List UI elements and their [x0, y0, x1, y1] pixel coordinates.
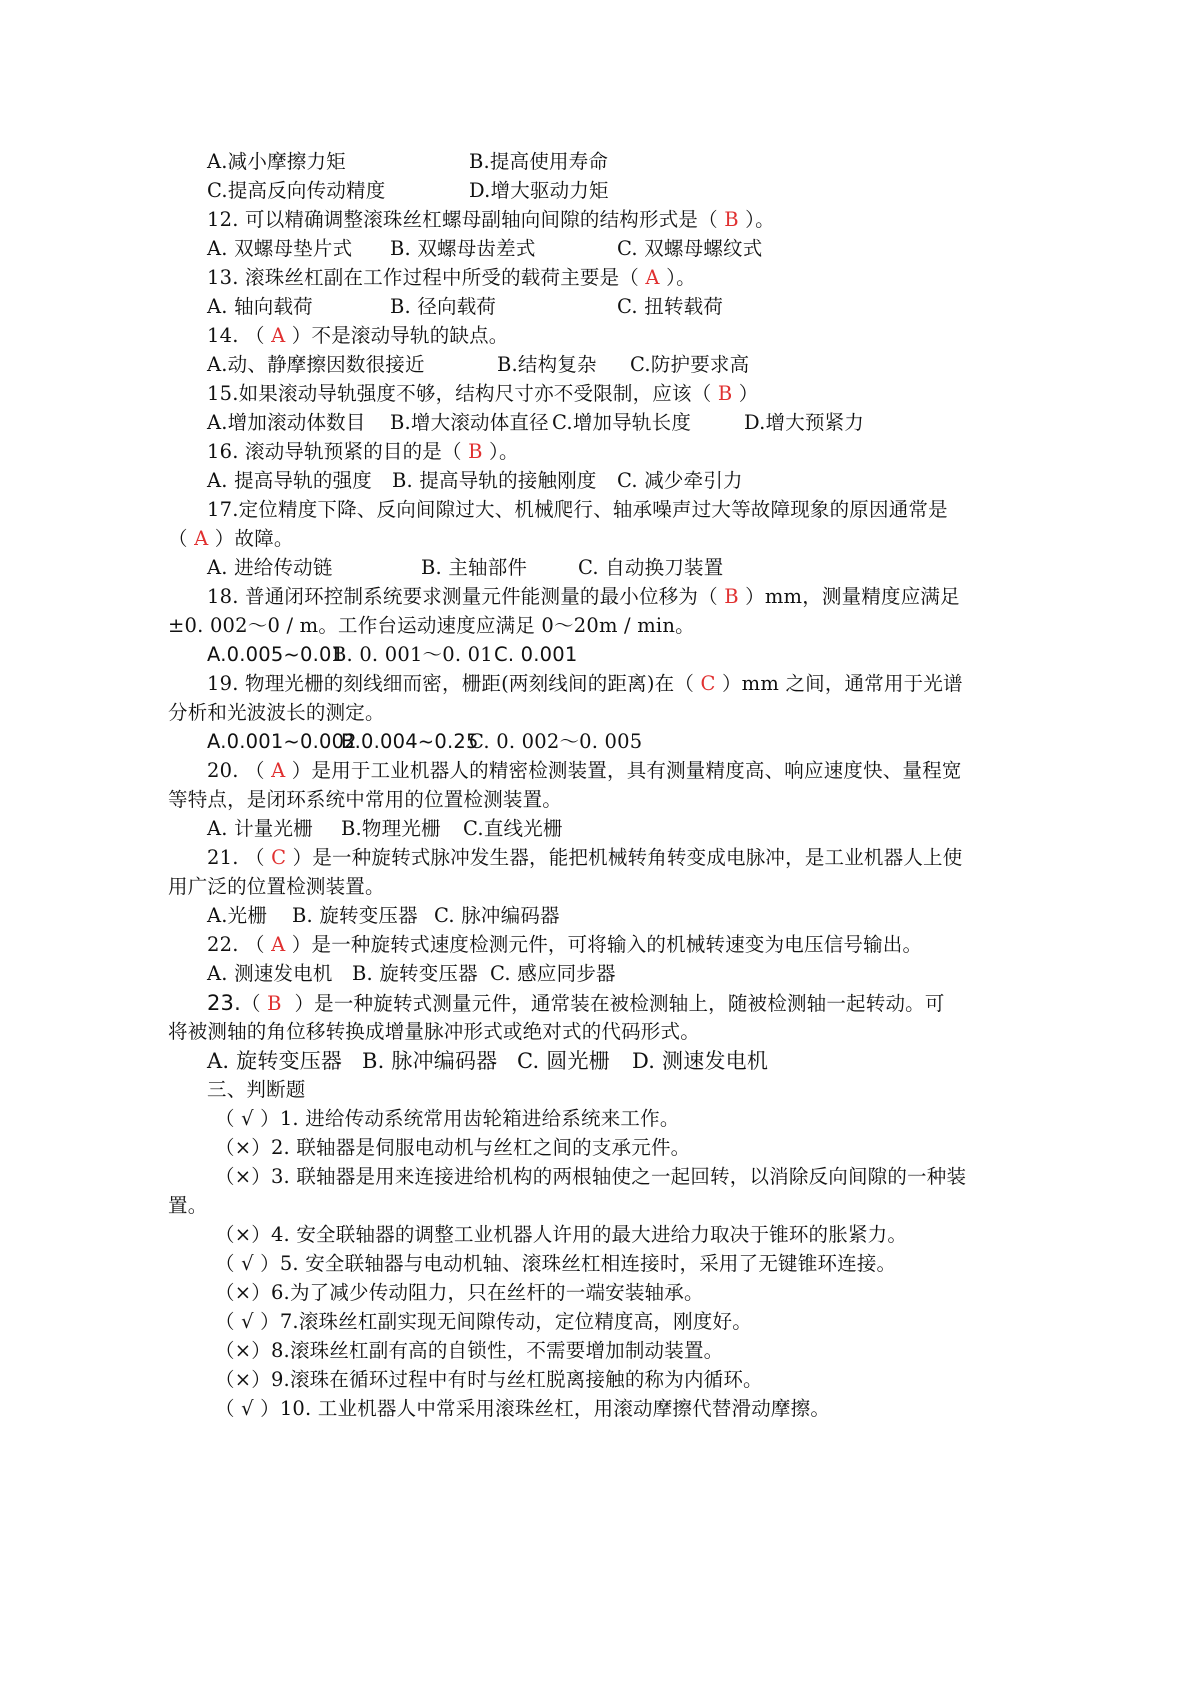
q20-text-2: 等特点，是闭环系统中常用的位置检测装置。 [168, 788, 563, 811]
tf-item-3-cont: 置。 [168, 1194, 208, 1217]
q18-question-line2 [168, 613, 695, 639]
q16-question [207, 439, 519, 465]
q16-option-a: A. 提高导轨的强度 [207, 469, 372, 492]
q22-option-a: A. 测速发电机 [207, 962, 333, 985]
tf-item-1: （ √ ）1. 进给传动系统常用齿轮箱进给系统来工作。 [215, 1107, 680, 1130]
q14-question [207, 323, 509, 349]
q18-option-b: B. 0. 001～0. 01 [332, 643, 493, 666]
tf-item-3: （×）3. 联轴器是用来连接进给机构的两根轴使之一起回转，以消除反向间隙的一种装 [215, 1165, 967, 1188]
q19-option-a: A.0.001~0.002 [207, 730, 357, 753]
q19-answer: C [700, 672, 716, 695]
q21-option-c: C. 脉冲编码器 [434, 904, 560, 927]
q23-number: 23. [207, 991, 241, 1015]
q21-question-line1 [207, 845, 962, 871]
q20-question-line1 [207, 758, 962, 784]
q14-answer: A [271, 324, 286, 347]
q13-option-c: C. 扭转载荷 [617, 295, 724, 318]
q18-question-line1 [207, 584, 960, 610]
q17-text: 17.定位精度下降、反向间隙过大、机械爬行、轴承噪声过大等故障现象的原因通常是 [207, 498, 948, 521]
q15-text: 15.如果滚动导轨强度不够，结构尺寸亦不受限制，应该（ [207, 382, 718, 405]
q23-option-c: C. 圆光栅 [517, 1049, 610, 1073]
section-title: 三、判断题 [207, 1078, 306, 1101]
q15-option-a: A.增加滚动体数目 [207, 411, 366, 434]
q23-options [207, 1048, 769, 1074]
q14-text-end: ）不是滚动导轨的缺点。 [285, 324, 509, 347]
q13-option-a: A. 轴向载荷 [207, 295, 313, 318]
q12-question [207, 207, 775, 233]
q13-answer: A [645, 266, 660, 289]
q12-text: 12. 可以精确调整滚珠丝杠螺母副轴向间隙的结构形式是（ [207, 208, 725, 231]
q18-option-a: A.0.005~0.01 [207, 643, 345, 666]
q17-option-c: C. 自动换刀装置 [578, 556, 724, 579]
q12-answer: B [724, 208, 739, 231]
q16-text: 16. 滚动导轨预紧的目的是（ [207, 440, 469, 463]
q23-option-a: A. 旋转变压器 [207, 1049, 343, 1073]
q17-text-end: ）故障。 [208, 527, 294, 550]
q23-text: （ [241, 992, 268, 1015]
q12-text-end: ）。 [738, 208, 775, 231]
q17-answer: A [194, 527, 209, 550]
q18-options [207, 642, 578, 668]
q11-option-c: C.提高反向传动精度 [207, 179, 386, 202]
q14-option-c: C.防护要求高 [630, 353, 750, 376]
q12-options [207, 236, 763, 262]
tf-item-7: （ √ ）7.滚珠丝杠副实现无间隙传动，定位精度高，刚度好。 [215, 1310, 752, 1333]
q17-question-line1 [207, 497, 948, 523]
q21-text-end: ）是一种旋转式脉冲发生器，能把机械转角转变成电脉冲，是工业机器人上使 [286, 846, 963, 869]
q22-text-end: ）是一种旋转式速度检测元件，可将输入的机械转速变为电压信号输出。 [285, 933, 923, 956]
tf-item-4: （×）4. 安全联轴器的调整工业机器人许用的最大进给力取决于锥环的胀紧力。 [215, 1223, 908, 1246]
q21-option-a: A.光栅 [207, 904, 268, 927]
q19-text-2: 分析和光波波长的测定。 [168, 701, 385, 724]
q19-text-end: ）mm 之间，通常用于光谱 [715, 672, 963, 695]
q20-option-a: A. 计量光栅 [207, 817, 313, 840]
q19-text: 19. 物理光栅的刻线细而密，栅距(两刻线间的距离)在（ [207, 672, 701, 695]
q11-options-row-2 [207, 178, 609, 204]
q22-question [207, 932, 922, 958]
q19-question-line1 [207, 671, 963, 697]
q23-text-2: 将被测轴的角位移转换成增量脉冲形式或绝对式的代码形式。 [168, 1020, 700, 1043]
tf-item-8: （×）8.滚珠丝杠副有高的自锁性，不需要增加制动装置。 [215, 1339, 724, 1362]
q16-answer: B [468, 440, 483, 463]
section-heading-true-false [207, 1077, 306, 1103]
q19-options [207, 729, 643, 755]
q22-text: 22. （ [207, 933, 272, 956]
q15-options [207, 410, 865, 436]
tf-item-5: （ √ ）5. 安全联轴器与电动机轴、滚珠丝杠相连接时，采用了无键锥环连接。 [215, 1252, 897, 1275]
q14-option-b: B.结构复杂 [497, 353, 597, 376]
q17-options [207, 555, 724, 581]
q23-question-line2 [168, 1019, 700, 1045]
q21-text-2: 用广泛的位置检测装置。 [168, 875, 385, 898]
q21-text: 21. （ [207, 846, 272, 869]
q23-question-line1 [207, 990, 945, 1017]
q18-text-2: ±0. 002～0 / m。工作台运动速度应满足 0～20m / min。 [168, 614, 695, 637]
q20-option-b: B.物理光栅 [341, 817, 441, 840]
q13-text-end: ）。 [659, 266, 696, 289]
q15-question [207, 381, 758, 407]
q18-option-c: C. 0.001 [494, 643, 578, 666]
q21-options [207, 903, 560, 929]
q20-options [207, 816, 563, 842]
q14-options [207, 352, 750, 378]
q22-answer: A [271, 933, 286, 956]
q15-option-c: C.增加导轨长度 [552, 411, 692, 434]
q13-option-b: B. 径向载荷 [390, 295, 497, 318]
q20-question-line2 [168, 787, 562, 813]
q19-option-b: B.0.004~0.25 [341, 730, 479, 753]
q23-option-b: B. 脉冲编码器 [362, 1049, 498, 1073]
q16-options [207, 468, 743, 494]
q15-option-b: B.增大滚动体直径 [390, 411, 549, 434]
q22-option-b: B. 旋转变压器 [352, 962, 478, 985]
q15-text-end: ） [732, 382, 759, 405]
q12-option-c: C. 双螺母螺纹式 [617, 237, 763, 260]
tf-item-6: （×）6.为了减少传动阻力，只在丝杆的一端安装轴承。 [215, 1281, 704, 1304]
q14-option-a: A.动、静摩擦因数很接近 [207, 353, 425, 376]
q23-answer: B [267, 992, 282, 1015]
q23-option-d: D. 测速发电机 [632, 1049, 769, 1073]
tf-item-2: （×）2. 联轴器是伺服电动机与丝杠之间的支承元件。 [215, 1136, 691, 1159]
q19-option-c: C. 0. 002～0. 005 [469, 730, 643, 753]
q15-answer: B [717, 382, 733, 405]
q13-text: 13. 滚珠丝杠副在工作过程中所受的载荷主要是（ [207, 266, 646, 289]
q11-options-row-1 [207, 149, 609, 175]
q15-option-d: D.增大预紧力 [744, 411, 865, 434]
q21-option-b: B. 旋转变压器 [292, 904, 418, 927]
q18-answer: B [724, 585, 739, 608]
q11-option-a: A.减小摩擦力矩 [207, 150, 346, 173]
q16-option-b: B. 提高导轨的接触刚度 [392, 469, 597, 492]
q20-text: 20. （ [207, 759, 272, 782]
q21-question-line2 [168, 874, 385, 900]
q23-text-end: ）是一种旋转式测量元件，通常装在被检测轴上，随被检测轴一起转动。可 [281, 992, 945, 1015]
q18-text-end: ）mm，测量精度应满足 [738, 585, 960, 608]
q11-option-b: B.提高使用寿命 [469, 150, 609, 173]
q12-option-b: B. 双螺母齿差式 [390, 237, 536, 260]
tf-item-10: （ √ ）10. 工业机器人中常采用滚珠丝杠，用滚动摩擦代替滑动摩擦。 [215, 1397, 831, 1420]
q14-text: 14. （ [207, 324, 272, 347]
q19-question-line2 [168, 700, 385, 726]
q12-option-a: A. 双螺母垫片式 [207, 237, 353, 260]
q17-option-a: A. 进给传动链 [207, 556, 333, 579]
q22-options [207, 961, 616, 987]
q20-text-end: ）是用于工业机器人的精密检测装置，具有测量精度高、响应速度快、量程宽 [285, 759, 962, 782]
q20-answer: A [271, 759, 286, 782]
q17-text-2: （ [168, 527, 195, 550]
q13-question [207, 265, 696, 291]
q17-option-b: B. 主轴部件 [421, 556, 528, 579]
q16-option-c: C. 减少牵引力 [617, 469, 743, 492]
q11-option-d: D.增大驱动力矩 [469, 179, 609, 202]
q21-answer: C [271, 846, 287, 869]
q22-option-c: C. 感应同步器 [490, 962, 616, 985]
q17-question-line2 [168, 526, 294, 552]
q16-text-end: ）。 [482, 440, 519, 463]
q20-option-c: C.直线光栅 [463, 817, 563, 840]
q18-text: 18. 普通闭环控制系统要求测量元件能测量的最小位移为（ [207, 585, 725, 608]
q13-options [207, 294, 724, 320]
tf-item-9: （×）9.滚珠在循环过程中有时与丝杠脱离接触的称为内循环。 [215, 1368, 763, 1391]
